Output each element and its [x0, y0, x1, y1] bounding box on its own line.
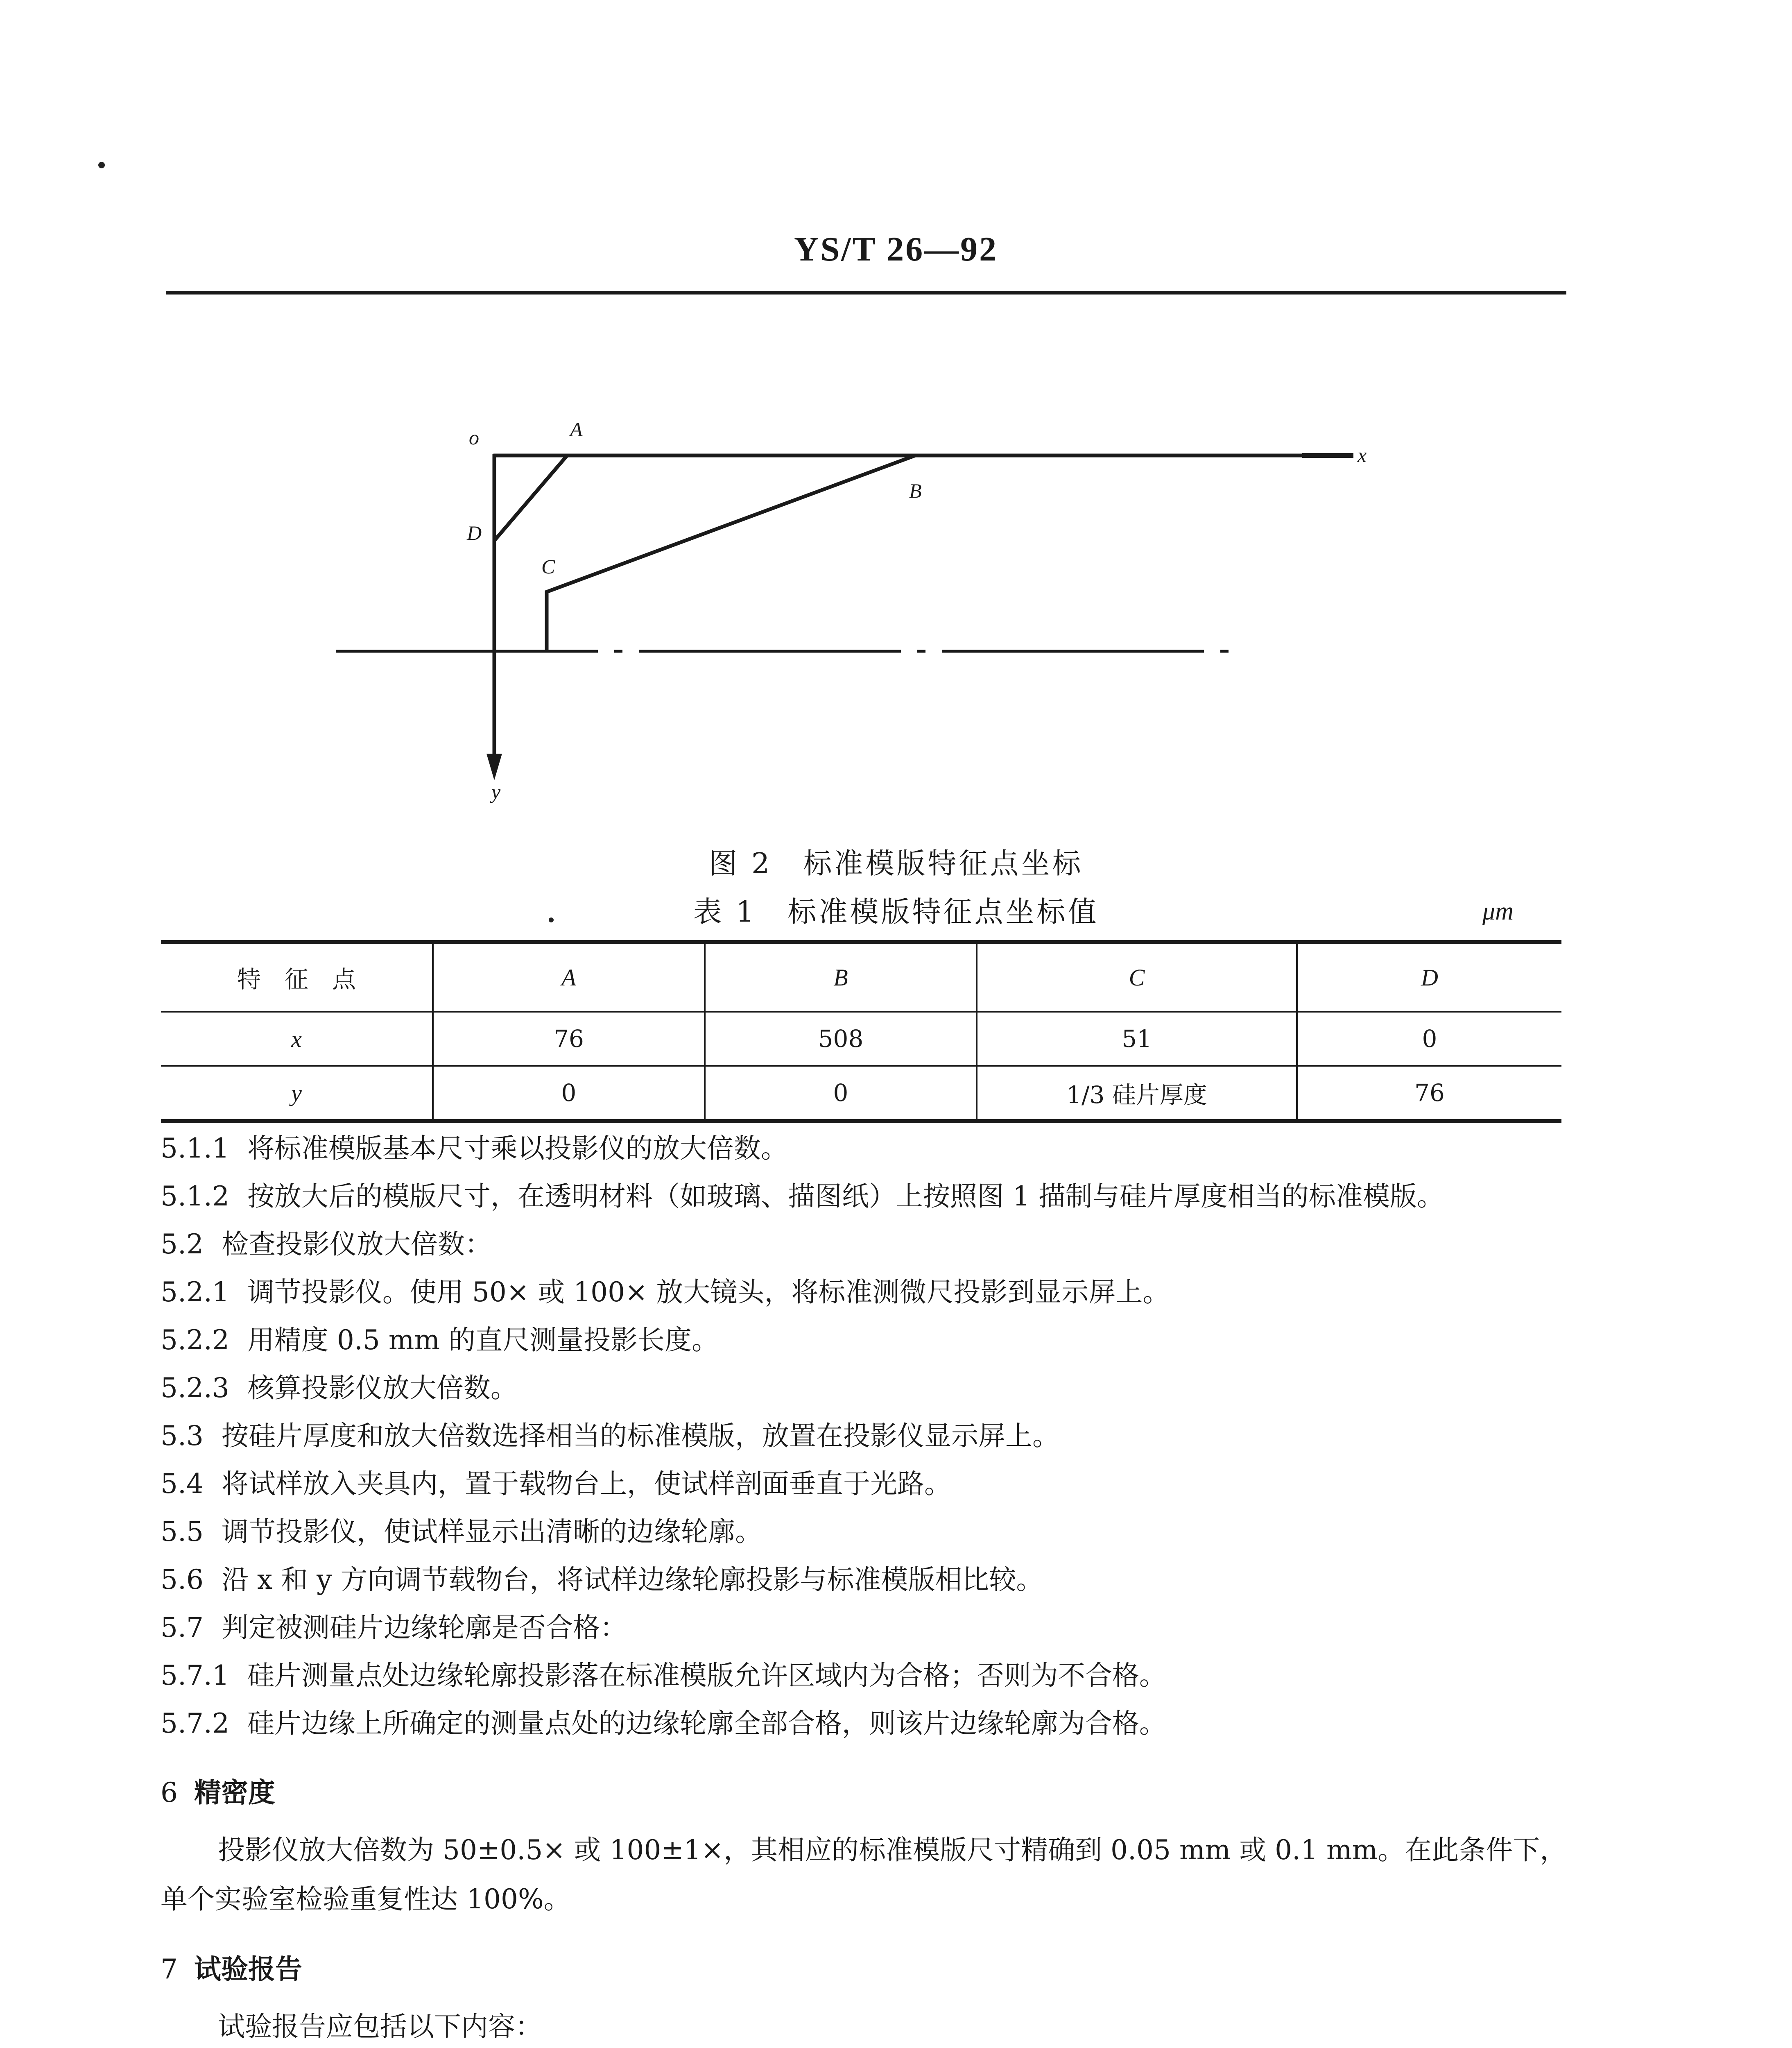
- section-7-heading: 7 试验报告: [161, 1953, 302, 1985]
- table-row: [161, 1012, 1561, 1066]
- x-axis-label: x: [1358, 444, 1367, 467]
- clause-5-1-2: 5.1.2 按放大后的模版尺寸，在透明材料（如玻璃、描图纸）上按照图 1 描制与硅片厚度相当的标准模版。: [161, 1180, 1444, 1212]
- clause-5-7: 5.7 判定被测硅片边缘轮廓是否合格：: [161, 1612, 627, 1643]
- figure-caption: 图 2 标准模版特征点坐标: [708, 847, 1084, 880]
- clause-5-4: 5.4 将试样放入夹具内，置于载物台上，使试样剖面垂直于光路。: [161, 1468, 951, 1500]
- clause-5-5: 5.5 调节投影仪，使试样显示出清晰的边缘轮廓。: [161, 1516, 762, 1547]
- scan-speck: [98, 162, 105, 168]
- point-d-label: D: [467, 521, 482, 544]
- header-cell: D: [1297, 942, 1561, 1012]
- section-6-paragraph: 投影仪放大倍数为 50±0.5× 或 100±1×，其相应的标准模版尺寸精确到 0.05 mm 或 0.1 mm。在此条件下，单个实验室检验重复性达 100%。: [161, 1834, 1567, 1915]
- table-cell: 51: [977, 1012, 1297, 1066]
- table-cell: 0: [433, 1066, 705, 1121]
- table-cell: 508: [705, 1012, 977, 1066]
- y-axis-arrowhead: [486, 754, 502, 780]
- header-cell: 特 征 点: [161, 942, 433, 1012]
- table-caption: 表 1 标准模版特征点坐标值: [693, 895, 1099, 929]
- table-cell: x: [161, 1012, 433, 1066]
- y-axis-label: y: [491, 780, 501, 803]
- header-cell: B: [705, 942, 977, 1012]
- header-cell: C: [977, 942, 1297, 1012]
- clause-5-6: 5.6 沿 x 和 y 方向调节载物台，将试样边缘轮廓投影与标准模版相比较。: [161, 1564, 1043, 1595]
- standard-code-header: YS/T 26—92: [794, 230, 998, 268]
- clause-5-2: 5.2 检查投影仪放大倍数：: [161, 1228, 492, 1260]
- body-text: [161, 1124, 1569, 2048]
- clause-5-7-2: 5.7.2 硅片边缘上所确定的测量点处的边缘轮廓全部合格，则该片边缘轮廓为合格。: [161, 1708, 1166, 1739]
- table-unit: μm: [1482, 897, 1514, 925]
- template-profile-ad: [494, 455, 567, 541]
- table-row: [161, 1066, 1561, 1121]
- section-7-intro: 试验报告应包括以下内容：: [218, 2011, 542, 2042]
- point-c-label: C: [541, 555, 555, 578]
- table-cell: 0: [1297, 1012, 1561, 1066]
- table-cell: 76: [433, 1012, 705, 1066]
- header-cell: A: [433, 942, 705, 1012]
- clause-5-2-3: 5.2.3 核算投影仪放大倍数。: [161, 1372, 518, 1404]
- clause-5-7-1: 5.7.1 硅片测量点处边缘轮廓投影落在标准模版允许区域内为合格；否则为不合格。: [161, 1660, 1166, 1691]
- clause-5-1-1: 5.1.1 将标准模版基本尺寸乘以投影仪的放大倍数。: [161, 1133, 788, 1164]
- table-header-row: [161, 942, 1561, 1012]
- table-cell: 1/3 硅片厚度: [977, 1066, 1297, 1121]
- template-coordinate-figure: [0, 0, 1792, 840]
- clause-5-3: 5.3 按硅片厚度和放大倍数选择相当的标准模版，放置在投影仪显示屏上。: [161, 1420, 1059, 1452]
- clause-5-2-2: 5.2.2 用精度 0.5 mm 的直尺测量投影长度。: [161, 1324, 719, 1356]
- table-cell: 76: [1297, 1066, 1561, 1121]
- point-b-label: B: [909, 479, 922, 502]
- origin-label: o: [469, 426, 479, 449]
- clause-5-2-1: 5.2.1 调节投影仪。使用 50× 或 100× 放大镜头，将标准测微尺投影到显示屏上。: [161, 1276, 1170, 1308]
- point-a-label: A: [570, 418, 583, 441]
- template-profile-bc: [547, 455, 915, 651]
- section-6-heading: 6 精密度: [161, 1776, 275, 1808]
- table-cell: y: [161, 1066, 433, 1121]
- coordinate-table: [161, 940, 1561, 1123]
- scan-speck: [549, 918, 554, 922]
- table-cell: 0: [705, 1066, 977, 1121]
